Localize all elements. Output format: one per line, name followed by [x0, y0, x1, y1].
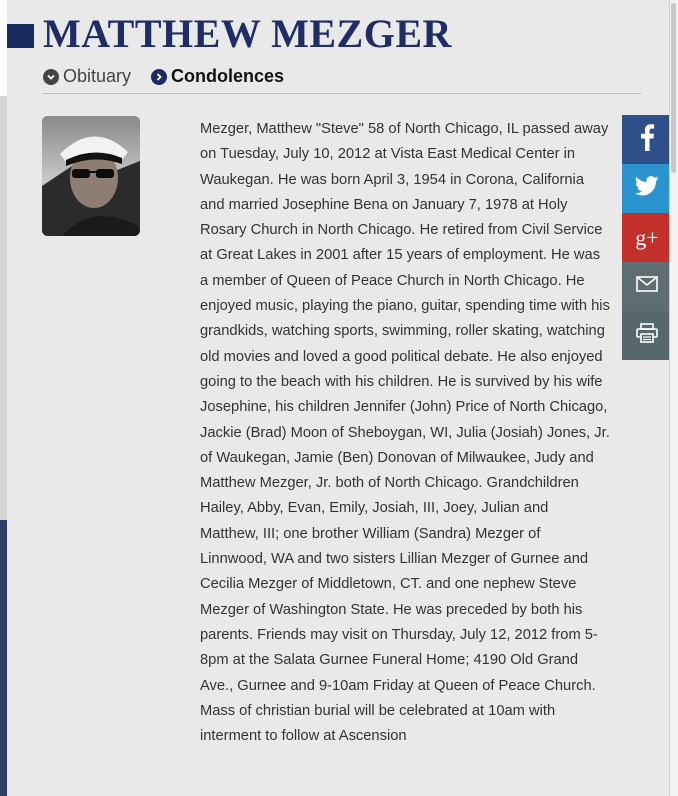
share-facebook-button[interactable] — [622, 115, 672, 164]
share-print-button[interactable] — [622, 311, 672, 360]
facebook-icon — [639, 123, 655, 156]
google-plus-icon: g+ — [635, 224, 659, 250]
share-bar — [622, 115, 672, 360]
print-icon — [636, 323, 658, 348]
title-accent-bar — [7, 24, 34, 48]
obituary-text: Mezger, Matthew "Steve" 58 of North Chicago, IL passed away on Tuesday, July 10, 2012 at Vista East Medical Center in Waukegan. He was born April 3, 1954 in Corona, California and married Josephine Bena on January 7, 1978 at Holy Rosary Church in North Chicago. He retired from Civil Service at Great Lakes in 2001 after 15 years of employment. He was a member of Queen of Peace Church in North Chicago. He enjoyed music, playing the piano, guitar, spending time with his grandkids, watching sports, swimming, roller skating, watching old movies and loved a good political debate. He also enjoyed going to the beach with his children. He is survived by his wife Josephine, his children Jennifer (John) Price of North Chicago, Jackie (Brad) Moon of Sheboygan, WI, Julia (Josiah) Jones, Jr. of Waukegan, Jamie (Ben) Donovan of Milwaukee, Judy and Matthew Mezger, Jr. both of North Chicago. Grandchildren Hailey, Abby, Evan, Emily, Josiah, III, Joey, Julian and Matthew, III; one brother William (Sandra) Mezger of Linnwood, WA and two sisters Lillian Mezger of Gurnee and Cecilia Mezger of Middletown, CT. and one nephew Steve Mezger of Washington State. He was preceded by both his parents. Friends may visit on Thursday, July 12, 2012 from 5-8pm at the Salata Gurnee Funeral Home; 4190 Old Grand Ave., Gurnee and 9-10am Friday at Queen of Peace Church. Mass of christian burial will be celebrated at 10am with interment to follow at Ascension — [200, 121, 610, 745]
scrollbar-thumb[interactable] — [671, 3, 676, 173]
portrait-photo — [42, 116, 140, 236]
tab-obituary-label: Obituary — [63, 66, 132, 86]
chevron-right-icon — [151, 69, 167, 85]
tab-obituary[interactable] — [43, 66, 131, 87]
page-title: MATTHEW MEZGER — [43, 11, 452, 56]
vertical-scrollbar[interactable] — [669, 0, 678, 796]
twitter-icon — [635, 176, 659, 201]
left-page-edge — [0, 0, 7, 796]
email-icon — [636, 276, 658, 297]
tab-condolences-label: Condolences — [171, 66, 285, 86]
obituary-tabs — [43, 66, 304, 87]
obituary-page — [7, 0, 669, 796]
share-google-plus-button[interactable] — [622, 213, 672, 262]
share-email-button[interactable] — [622, 262, 672, 311]
chevron-down-icon — [43, 69, 59, 85]
tab-condolences[interactable] — [151, 66, 284, 87]
share-twitter-button[interactable] — [622, 164, 672, 213]
header-divider — [43, 93, 641, 94]
